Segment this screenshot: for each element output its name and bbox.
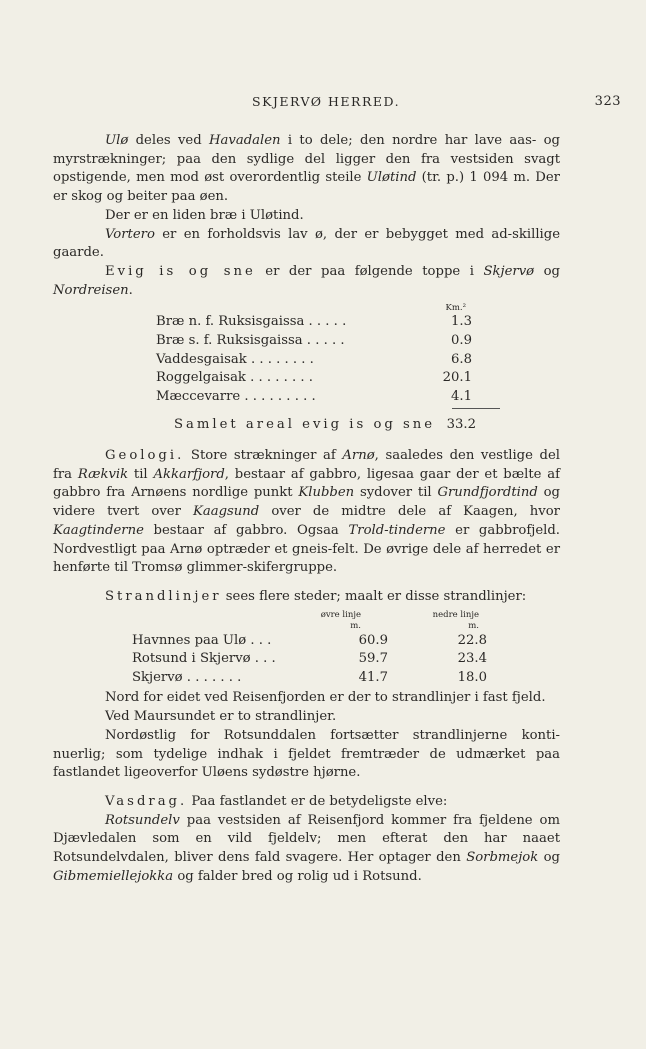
- table-row: Bræ s. f. Ruksisgaissa . . . . . 0.9: [156, 332, 472, 348]
- sum-rule: [452, 408, 500, 409]
- snow-table: [156, 303, 472, 409]
- table-row: Roggelgaisak . . . . . . . . 20.1: [156, 370, 472, 386]
- paragraph-bre: Der er en liden bræ i Uløtind.: [105, 207, 304, 223]
- paragraph-strandlinjer: Strandlinjer sees flere steder; maalt er disse strandlinjer:: [105, 588, 527, 604]
- strandline-table: [132, 610, 487, 688]
- running-title: SKJERVØ HERRED.: [252, 94, 401, 109]
- table-row: Rotsund i Skjervø . . . 59.7 23.4: [132, 651, 487, 667]
- paragraph-reisenfjorden: Nord for eidet ved Reisenfjorden er der to strandlinjer i fast fjeld.: [105, 690, 546, 706]
- strandline-table-header: øvre linje nedre linje: [320, 609, 479, 620]
- table-row: Skjervø . . . . . . . 41.7 18.0: [132, 669, 487, 685]
- paragraph-vasdrag: Vasdrag. Paa fastlandet er de betydeligste elve:: [105, 793, 448, 809]
- paragraph-vortero: Vortero er en forholdsvis lav ø, der er bebygget med ad-skillige gaarde.: [53, 226, 560, 261]
- table-row: Vaddesgaisak . . . . . . . . 6.8: [156, 351, 472, 367]
- snow-total-row: Samlet areal evig is og sne 33.2: [174, 417, 476, 433]
- strandline-table-units: m. m.: [350, 620, 479, 631]
- paragraph-evig-is: Evig is og sne er der paa følgende toppe i Skjervø og Nordreisen.: [53, 263, 561, 298]
- table-row: Havnnes paa Ulø . . . 60.9 22.8: [132, 632, 487, 648]
- paragraph-geologi: Geologi. Store strækninger af Arnø, saaledes den vestlige del fra Rækvik til Akkarfjord, bestaar af gabbro, ligesaa gaar der et bælte af gabbro fra Arnøens nordlige punkt Klubben sydover til Grundfjordtind og videre tvert over Kaagsund over de midtre dele af Kaagen, hvor Kaagtinderne bestaar af gabbro. Ogsaa Trold-tinderne er gabbrofjeld. Nordvestligt paa Arnø optræder et gneis-felt. De øvrige dele af herredet er henførte til Tromsø glimmer-skifergruppe.: [53, 448, 560, 576]
- table-row: Mæccevarre . . . . . . . . . 4.1: [156, 388, 472, 404]
- snow-table-unit: Km.²: [445, 303, 466, 314]
- page-number: 323: [594, 94, 621, 109]
- page-header: [0, 94, 646, 114]
- paragraph-rotsunddalen: Nordøstlig for Rotsunddalen fortsætter strandlinjerne konti-nuerlig; som tydelige indhak i fjeldet fremtræder de udmærket paa fastlandet ligeoverfor Uløens sydøstre hjørne.: [53, 727, 560, 781]
- paragraph-ulo: Ulø deles ved Havadalen i to dele; den nordre har lave aas- og myrstrækninger; paa den sydlige del ligger den fra vestsiden svagt opstigende, men mod øst overordentlig steile Uløtind (tr. p.) 1 094 m. Der er skog og beiter paa øen.: [53, 133, 561, 205]
- paragraph-rotsundelv: Rotsundelv paa vestsiden af Reisenfjord kommer fra fjeldene om Djævledalen som en vild fjeldelv; men efterat den har naaet Rotsundelvdalen, bliver dens fald svagere. Her optager den Sorbmejok og Gibmemiellejokka og falder bred og rolig ud i Rotsund.: [53, 812, 560, 884]
- table-row: Bræ n. f. Ruksisgaissa . . . . . 1.3: [156, 314, 472, 330]
- paragraph-maursundet: Ved Maursundet er to strandlinjer.: [105, 709, 337, 725]
- page-body: [53, 132, 560, 886]
